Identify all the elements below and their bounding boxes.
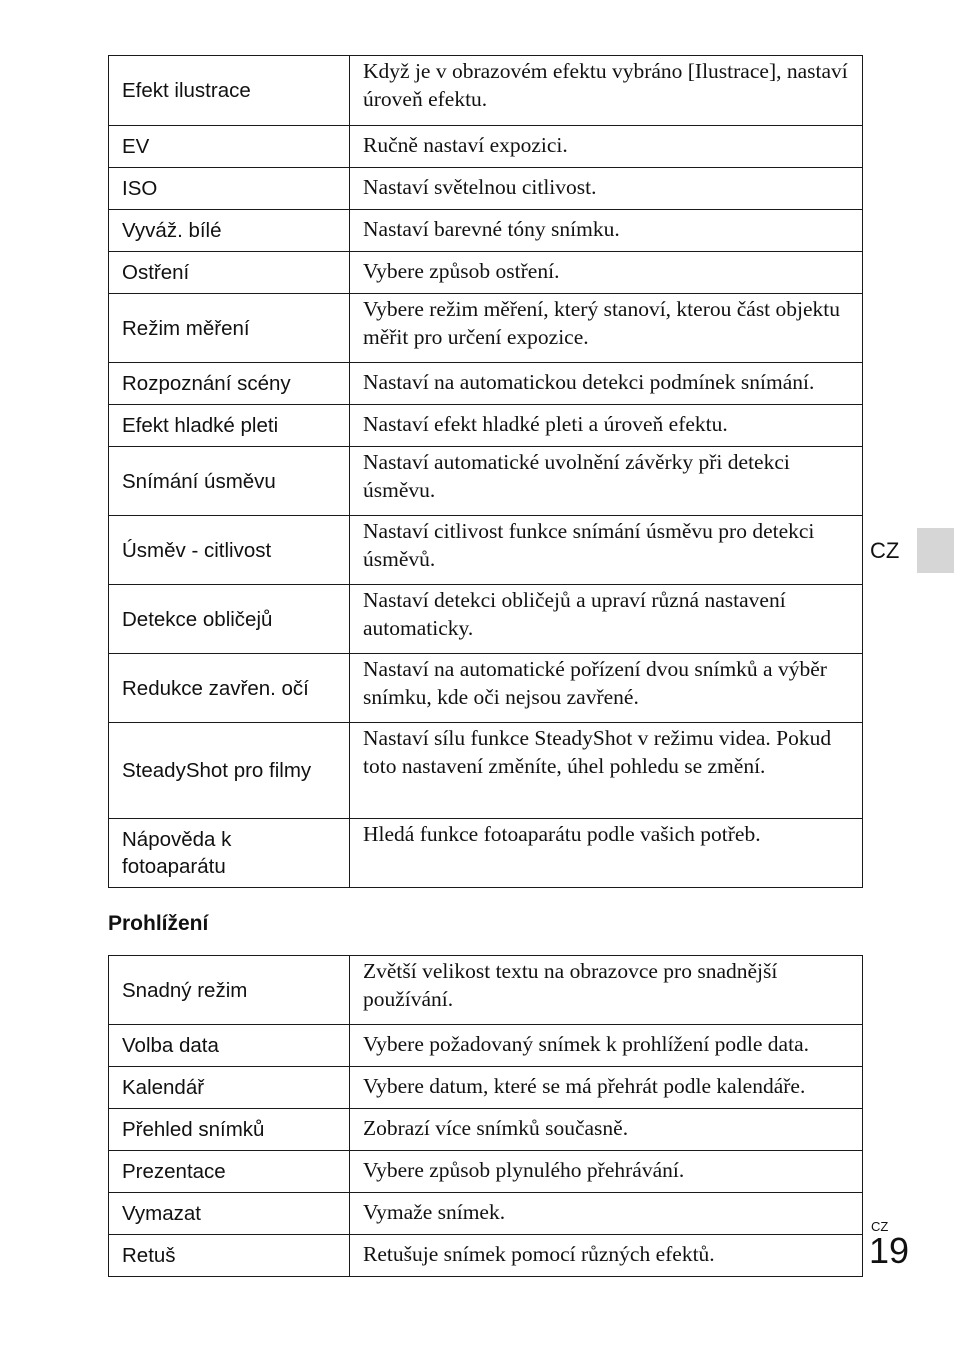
setting-description: Nastaví barevné tóny snímku. <box>350 210 863 252</box>
setting-description: Zvětší velikost textu na obrazovce pro snadnější používání. <box>350 956 863 1025</box>
table-row <box>109 447 863 516</box>
table-row <box>109 363 863 405</box>
setting-name: Rozpoznání scény <box>109 363 350 405</box>
setting-description: Nastaví na automatické pořízení dvou snímků a výběr snímku, kde oči nejsou zavřené. <box>350 654 863 723</box>
setting-name: Efekt ilustrace <box>109 56 350 126</box>
table-row <box>109 56 863 126</box>
table-row <box>109 723 863 819</box>
setting-description: Vybere datum, které se má přehrát podle kalendáře. <box>350 1067 863 1109</box>
setting-description: Nastaví světelnou citlivost. <box>350 168 863 210</box>
setting-description: Ručně nastaví expozici. <box>350 126 863 168</box>
setting-description: Vybere požadovaný snímek k prohlížení podle data. <box>350 1025 863 1067</box>
table-row <box>109 1067 863 1109</box>
table-row <box>109 585 863 654</box>
setting-description: Když je v obrazovém efektu vybráno [Ilustrace], nastaví úroveň efektu. <box>350 56 863 126</box>
table-row <box>109 516 863 585</box>
setting-description: Nastaví detekci obličejů a upraví různá nastavení automaticky. <box>350 585 863 654</box>
setting-description: Retušuje snímek pomocí různých efektů. <box>350 1235 863 1277</box>
table-row <box>109 168 863 210</box>
page-number: 19 <box>869 1230 910 1271</box>
setting-name: Vyváž. bílé <box>109 210 350 252</box>
setting-description: Vybere způsob ostření. <box>350 252 863 294</box>
section-heading: Prohlížení <box>108 912 209 935</box>
table-row <box>109 1151 863 1193</box>
camera-settings-table <box>108 55 863 888</box>
setting-description: Nastaví citlivost funkce snímání úsměvu pro detekci úsměvů. <box>350 516 863 585</box>
table-row <box>109 126 863 168</box>
table-row <box>109 1025 863 1067</box>
table-row <box>109 654 863 723</box>
setting-name: Úsměv - citlivost <box>109 516 350 585</box>
setting-name: Režim měření <box>109 294 350 363</box>
setting-name: Kalendář <box>109 1067 350 1109</box>
setting-description: Nastaví efekt hladké pleti a úroveň efektu. <box>350 405 863 447</box>
setting-description: Nastaví sílu funkce SteadyShot v režimu videa. Pokud toto nastavení změníte, úhel pohledu se změní. <box>350 723 863 819</box>
table-row <box>109 405 863 447</box>
table-row <box>109 819 863 888</box>
setting-name: Přehled snímků <box>109 1109 350 1151</box>
setting-name: Vymazat <box>109 1193 350 1235</box>
table-row <box>109 1235 863 1277</box>
setting-name: Redukce zavřen. očí <box>109 654 350 723</box>
setting-name: Nápověda k fotoaparátu <box>109 819 350 888</box>
setting-name: Retuš <box>109 1235 350 1277</box>
playback-settings-table <box>108 955 863 1277</box>
setting-description: Vybere režim měření, který stanoví, kterou část objektu měřit pro určení expozice. <box>350 294 863 363</box>
setting-description: Vybere způsob plynulého přehrávání. <box>350 1151 863 1193</box>
language-side-tab <box>917 528 954 573</box>
setting-description: Zobrazí více snímků současně. <box>350 1109 863 1151</box>
setting-name: ISO <box>109 168 350 210</box>
page-language-code: CZ <box>871 1219 889 1234</box>
setting-name: Snímání úsměvu <box>109 447 350 516</box>
setting-description: Hledá funkce fotoaparátu podle vašich potřeb. <box>350 819 863 888</box>
setting-name: Snadný režim <box>109 956 350 1025</box>
setting-name: Ostření <box>109 252 350 294</box>
table-row <box>109 252 863 294</box>
table-row <box>109 956 863 1025</box>
language-label: CZ <box>870 538 900 563</box>
setting-name: EV <box>109 126 350 168</box>
table-row <box>109 210 863 252</box>
setting-description: Nastaví na automatickou detekci podmínek snímání. <box>350 363 863 405</box>
setting-name: SteadyShot pro filmy <box>109 723 350 819</box>
setting-description: Vymaže snímek. <box>350 1193 863 1235</box>
setting-name: Detekce obličejů <box>109 585 350 654</box>
setting-name: Prezentace <box>109 1151 350 1193</box>
setting-name: Efekt hladké pleti <box>109 405 350 447</box>
setting-description: Nastaví automatické uvolnění závěrky při detekci úsměvu. <box>350 447 863 516</box>
setting-name: Volba data <box>109 1025 350 1067</box>
table-row <box>109 1193 863 1235</box>
table-row <box>109 294 863 363</box>
table-row <box>109 1109 863 1151</box>
